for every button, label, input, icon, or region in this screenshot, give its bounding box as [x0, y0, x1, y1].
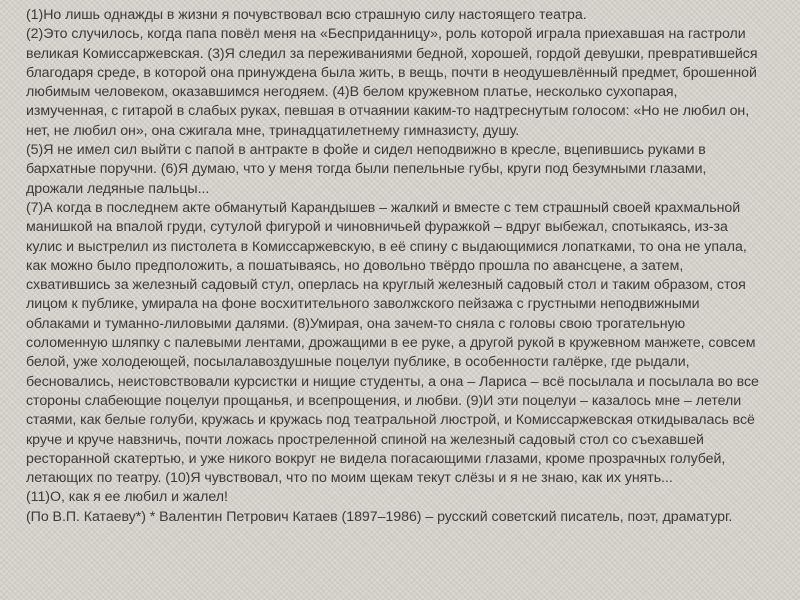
text-line: благодаря среде, в которой она принуждена была жить, в вещь, почти в неодушевлённый предмет, брошенной: [26, 64, 757, 81]
text-line: нет, не любил он», она сжигала мне, тринадцатилетнему гимназисту, душу.: [26, 122, 520, 139]
text-line: кулис и выстрелил из пистолета в Комиссаржевскую, в её спину с выдающимися лопатками, то она не упала,: [26, 238, 747, 255]
paragraph: [26, 199, 788, 488]
text-line: летающих по театру. (10)Я чувствовал, что по моим щекам текут слёзы и я не знаю, как их унять...: [26, 470, 673, 487]
text-line: облаками и туманно-лиловыми далями. (8)Умирая, она зачем-то сняла с головы свою трогательную: [26, 315, 686, 332]
text-line: схватившись за железный садовый стул, оперлась на круглый железный садовый стол и таким образом, стоя: [26, 277, 746, 294]
paragraph: [26, 6, 788, 25]
text-line: дрожали ледяные пальцы...: [26, 180, 210, 197]
text-line: (7)А когда в последнем акте обманутый Карандышев – жалкий и вместе с тем страшный своей крахмальной: [26, 199, 741, 216]
text-line: круче и круче навзничь, почти ложась простреленной спиной на железный садовый стол со съехавшей: [26, 431, 704, 448]
paragraph: [26, 508, 788, 527]
text-line: (По В.П. Катаеву*) * Валентин Петрович Катаев (1897–1986) – русский советский писатель, поэт, драматург.: [26, 508, 733, 525]
text-line: бесновались, неистовствовали курсистки и нищие студенты, а она – Лариса – всё посылала и посылала во все: [26, 373, 759, 390]
paragraph: [26, 25, 788, 141]
text-line: (1)Но лишь однажды в жизни я почувствовал всю страшную силу настоящего театра.: [26, 7, 587, 23]
text-line: белой, уже холодеющей, посылалавоздушные поцелуи публике, в особенности галёрке, где рыдали,: [26, 354, 690, 371]
paragraph: [26, 488, 788, 507]
text-line: стороны слабеющие поцелуи прощанья, и всепрощения, и любви. (9)И эти поцелуи – казалось мне – летели: [26, 392, 742, 409]
text-line: соломенную шляпку с палевыми лентами, дрожащими в ее руке, а другой рукой в кружевном манжете, совсем: [26, 335, 756, 352]
text-line: любимым человеком, оказавшимся негодяем. (4)В белом кружевном платье, несколько сухопарая,: [26, 84, 678, 101]
text-line: измученная, с гитарой в слабых руках, певшая в отчаянии каким-то надтреснутым голосом: «Но не любил он,: [26, 103, 750, 120]
text-line: (5)Я не имел сил выйти с папой в антракте в фойе и сидел неподвижно в кресле, вцепившись руками в: [26, 142, 706, 159]
text-line: лицом к публике, умирала на фоне восхитительного заволжского пейзажа с грустными неподвижными: [26, 296, 700, 313]
text-line: (11)О, как я ее любил и жалел!: [26, 489, 228, 506]
text-line: ресторанной скатертью, и уже никого вокруг не видела погасающими глазами, кроме прозрачных голубей,: [26, 450, 726, 467]
text-line: стаями, как белые голуби, кружась и кружась под театральной люстрой, и Комиссаржевская откидывалась всё: [26, 412, 755, 429]
text-line: как можно было предположить, а пошатываясь, но довольно твёрдо прошла по авансцене, а затем,: [26, 257, 684, 274]
text-line: (2)Это случилось, когда папа повёл меня на «Бесприданницу», роль которой играла приехавшая на гастроли: [26, 26, 746, 43]
text-line: манишкой на впалой груди, сутулой фигурой и чиновничьей фуражкой – вдруг выбежал, спотыкаясь, из-за: [26, 219, 728, 236]
document-text: [26, 6, 788, 527]
paragraph: [26, 141, 788, 199]
text-line: бархатные поручни. (6)Я думаю, что у меня тогда были пепельные губы, круги под безумными глазами,: [26, 161, 707, 178]
text-line: великая Комиссаржевская. (3)Я следил за переживаниями бедной, хорошей, гордой девушки, превратившейся: [26, 45, 758, 62]
